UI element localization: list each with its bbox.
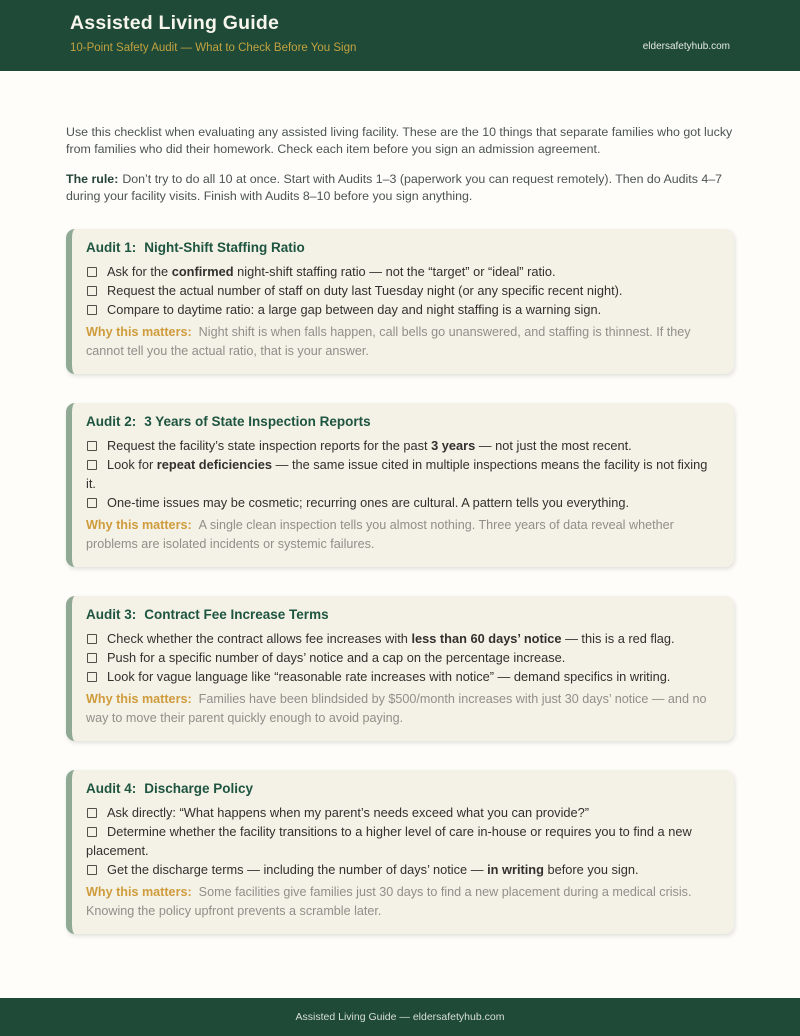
checklist-item-text: — this is a red flag. — [561, 631, 675, 646]
rule-paragraph — [66, 171, 734, 205]
checkbox-icon — [87, 441, 97, 451]
checklist-item — [86, 860, 718, 879]
why-text: Night shift is when falls happen, call bells go unanswered, and staffing is thinnest. If they cannot tell you the actual ratio, that is your answer. — [86, 325, 691, 358]
checklist-item-text: Look for — [107, 457, 157, 472]
audit-card-heading — [86, 605, 718, 622]
checklist-item — [86, 822, 718, 860]
page-header — [0, 0, 800, 71]
why-text: Some facilities give families just 30 days to find a new placement during a medical crisis. Knowing the policy upfront prevents a scramble later. — [86, 885, 692, 918]
checklist-item-text: — the same issue cited in multiple inspections means the facility is not fixing it. — [86, 457, 708, 491]
audit-cards — [66, 229, 734, 934]
why-this-matters — [86, 516, 718, 554]
checklist-item — [86, 262, 718, 281]
checklist-item — [86, 436, 718, 455]
checklist-item-text: Check whether the contract allows fee increases with — [107, 631, 412, 646]
audit-card-heading — [86, 779, 718, 796]
checkbox-icon — [87, 672, 97, 682]
audit-card-label: Audit 4: — [86, 781, 137, 796]
why-label: Why this matters: — [86, 325, 192, 339]
checklist-item — [86, 803, 718, 822]
page-subtitle: 10-Point Safety Audit — What to Check Before You Sign — [70, 42, 357, 54]
rule-text: Don’t try to do all 10 at once. Start with Audits 1–3 (paperwork you can request remotely). Then do Audits 4–7 during your facility visits. Finish with Audits 8–10 before you sign anything. — [66, 172, 723, 203]
checkbox-icon — [87, 653, 97, 663]
why-label: Why this matters: — [86, 518, 192, 532]
checklist-item-text-bold: repeat deficiencies — [156, 457, 273, 472]
checklist-item — [86, 455, 718, 493]
audit-card — [66, 403, 734, 567]
checklist-item-text: One-time issues may be cosmetic; recurring ones are cultural. A pattern tells you everything. — [107, 495, 630, 510]
audit-card-heading — [86, 238, 718, 255]
checklist-item-text: Look for vague language like “reasonable rate increases with notice” — demand specifics in writing. — [107, 669, 671, 684]
checklist-item-text: Determine whether the facility transitions to a higher level of care in-house or requires you to find a new placement. — [86, 824, 692, 858]
audit-card-title: 3 Years of State Inspection Reports — [144, 414, 371, 429]
why-this-matters — [86, 883, 718, 921]
checklist-item-text: — not just the most recent. — [475, 438, 632, 453]
checklist-item-text: before you sign. — [543, 862, 639, 877]
why-this-matters — [86, 690, 718, 728]
audit-card — [66, 229, 734, 374]
checklist-item — [86, 493, 718, 512]
page-content — [0, 71, 800, 934]
checkbox-icon — [87, 460, 97, 470]
audit-card-title: Contract Fee Increase Terms — [144, 607, 329, 622]
page-title: Assisted Living Guide — [70, 12, 279, 34]
page-footer — [0, 998, 800, 1036]
checklist-item-text-bold: confirmed — [171, 264, 234, 279]
checkbox-icon — [87, 827, 97, 837]
checkbox-icon — [87, 498, 97, 508]
why-label: Why this matters: — [86, 692, 192, 706]
checkbox-icon — [87, 286, 97, 296]
footer-text: Assisted Living Guide — eldersafetyhub.com — [295, 1011, 505, 1023]
audit-card-label: Audit 1: — [86, 240, 137, 255]
audit-card — [66, 770, 734, 934]
checklist-item — [86, 667, 718, 686]
audit-card-title: Night-Shift Staffing Ratio — [144, 240, 305, 255]
why-text: A single clean inspection tells you almost nothing. Three years of data reveal whether problems are isolated incidents or systemic failures. — [86, 518, 674, 551]
why-label: Why this matters: — [86, 885, 192, 899]
audit-card-label: Audit 3: — [86, 607, 137, 622]
checklist-item-text: Ask for the — [107, 264, 172, 279]
intro-paragraph: Use this checklist when evaluating any assisted living facility. These are the 10 things that separate families who got lucky from families who did their homework. Check each item before you sign an admission agreement. — [66, 125, 733, 156]
site-url: eldersafetyhub.com — [642, 41, 730, 52]
why-text: Families have been blindsided by $500/month increases with just 30 days’ notice — and no way to move their parent quickly enough to avoid paying. — [86, 692, 707, 725]
checkbox-icon — [87, 634, 97, 644]
checkbox-icon — [87, 305, 97, 315]
audit-checklist — [86, 629, 718, 686]
checklist-item — [86, 300, 718, 319]
audit-checklist — [86, 436, 718, 512]
audit-checklist — [86, 262, 718, 319]
checklist-item — [86, 648, 718, 667]
audit-card-heading — [86, 412, 718, 429]
checklist-item-text: Request the actual number of staff on duty last Tuesday night (or any specific recent night). — [107, 283, 623, 298]
audit-card-label: Audit 2: — [86, 414, 137, 429]
checklist-item-text-bold: less than 60 days’ notice — [411, 631, 562, 646]
checklist-item-text-bold: 3 years — [431, 438, 476, 453]
checklist-item-text: Compare to daytime ratio: a large gap between day and night staffing is a warning sign. — [107, 302, 602, 317]
checkbox-icon — [87, 865, 97, 875]
checkbox-icon — [87, 808, 97, 818]
checklist-item-text: night-shift staffing ratio — not the “target” or “ideal” ratio. — [233, 264, 556, 279]
checkbox-icon — [87, 267, 97, 277]
checklist-item-text: Push for a specific number of days’ notice and a cap on the percentage increase. — [107, 650, 566, 665]
checklist-item — [86, 281, 718, 300]
checklist-item-text-bold: in writing — [487, 862, 544, 877]
why-this-matters — [86, 323, 718, 361]
rule-label: The rule: — [66, 172, 119, 186]
audit-card-title: Discharge Policy — [144, 781, 254, 796]
audit-checklist — [86, 803, 718, 879]
checklist-item-text: Ask directly: “What happens when my parent’s needs exceed what you can provide?” — [107, 805, 590, 820]
checklist-item-text: Get the discharge terms — including the number of days’ notice — — [107, 862, 488, 877]
audit-card — [66, 596, 734, 741]
checklist-item-text: Request the facility’s state inspection reports for the past — [107, 438, 432, 453]
checklist-item — [86, 629, 718, 648]
